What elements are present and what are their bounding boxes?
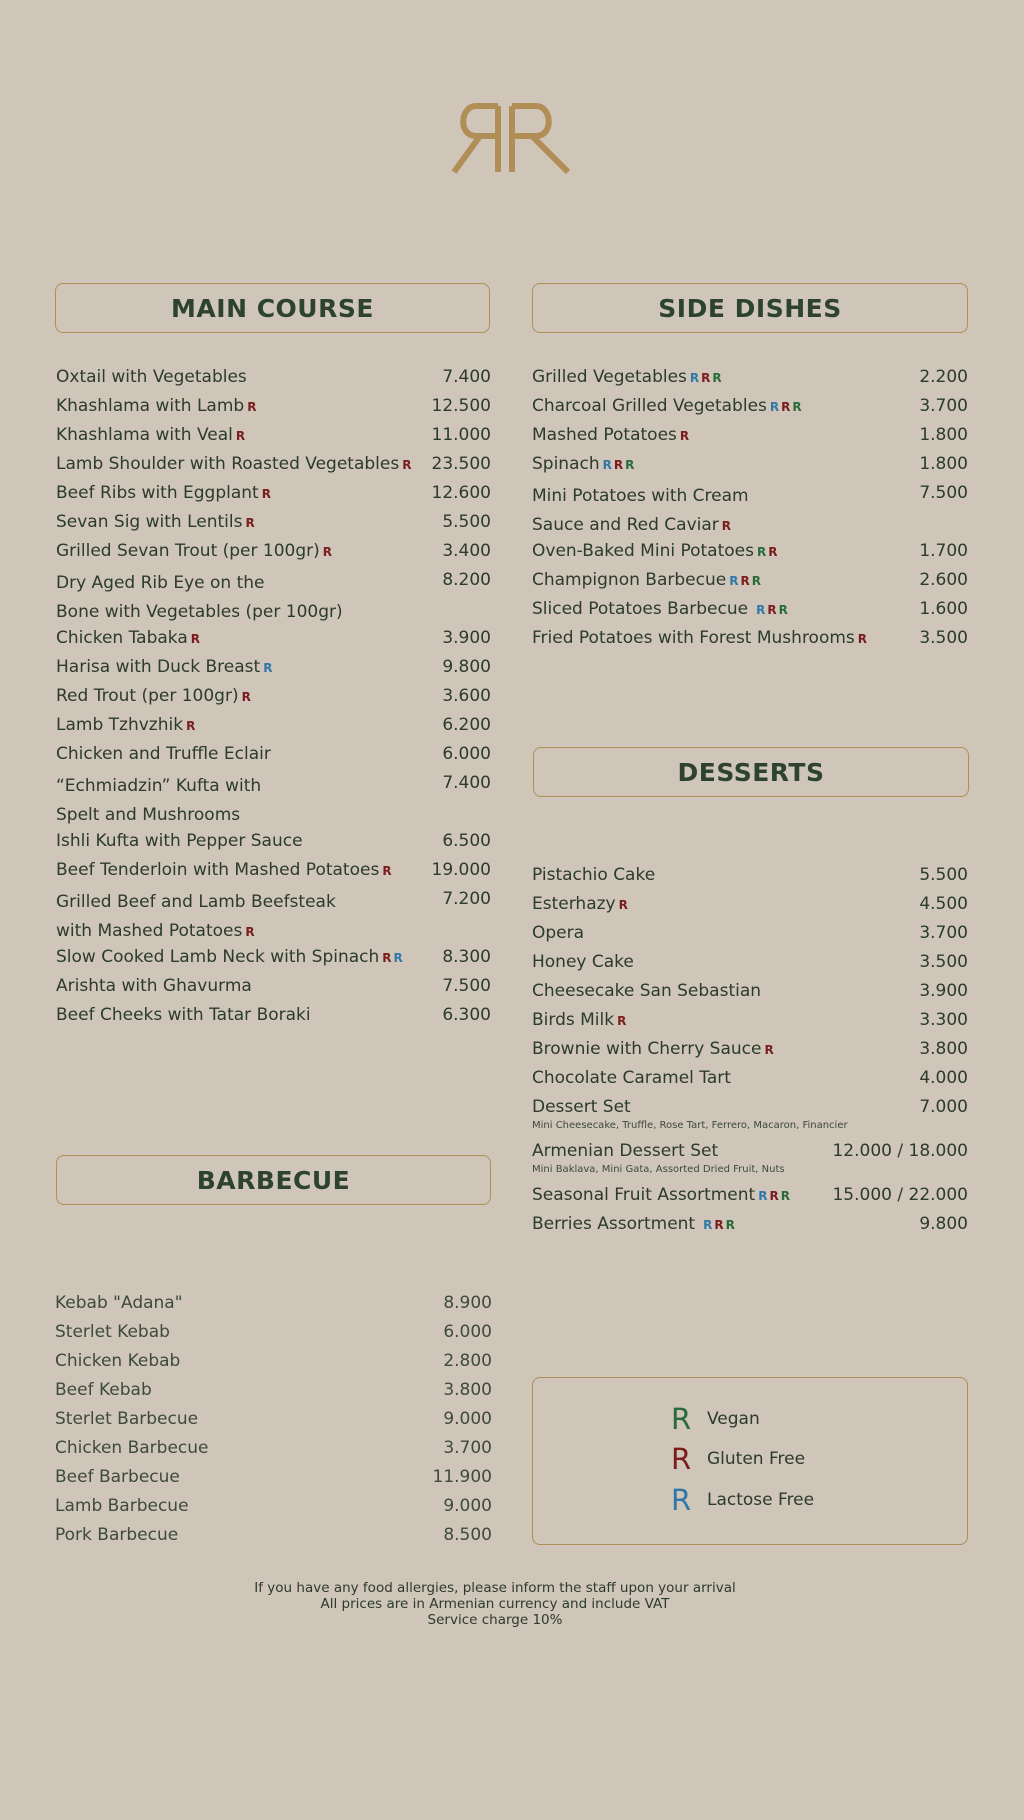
item-description: Mini Cheesecake, Truffle, Rose Tart, Ferrero, Macaron, Financier	[532, 1120, 848, 1131]
desserts-list	[532, 864, 968, 1242]
gluten-free-marker: R	[382, 864, 392, 878]
service-charge-note: Service charge 10%	[427, 1612, 563, 1628]
side-dishes-title: SIDE DISHES	[658, 293, 842, 323]
list-item: Fried Potatoes with Forest Mushrooms R 3.500	[532, 628, 968, 648]
list-item: Sevan Sig with Lentils R 5.500	[56, 512, 491, 532]
list-item: Seasonal Fruit Assortment R R R 15.000 / 22.000	[532, 1185, 968, 1205]
list-item: Chicken Barbecue 3.700	[55, 1438, 492, 1458]
dietary-legend	[532, 1377, 968, 1545]
list-item: Birds Milk R 3.300	[532, 1010, 968, 1030]
gluten-free-marker: R	[235, 429, 246, 443]
allergy-note: If you have any food allergies, please inform the staff upon your arrival	[254, 1580, 736, 1596]
legend-label: Lactose Free	[707, 1490, 815, 1510]
list-item: Charcoal Grilled Vegetables R R R 3.700	[532, 396, 968, 416]
main-course-header	[55, 283, 490, 333]
list-item: Armenian Dessert Set Mini Baklava, Mini Gata, Assorted Dried Fruit, Nuts 12.000 / 18.000	[532, 1141, 968, 1175]
currency-note: All prices are in Armenian currency and include VAT	[320, 1596, 670, 1612]
list-item: Grilled Beef and Lamb Beefsteak with Mashed Potatoes R 7.200	[56, 889, 491, 941]
list-item: Brownie with Cherry Sauce R 3.800	[532, 1039, 968, 1059]
list-item: Oven-Baked Mini Potatoes R R 1.700	[532, 541, 968, 561]
desserts-section	[533, 747, 969, 797]
list-item: Kebab "Adana" 8.900	[55, 1293, 492, 1313]
list-item: “Echmiadzin” Kufta with Spelt and Mushrooms 7.400	[56, 773, 491, 825]
list-item: Pork Barbecue 8.500	[55, 1525, 492, 1545]
list-item: Esterhazy R 4.500	[532, 894, 968, 914]
gluten-free-marker: R	[186, 719, 196, 733]
lactose-free-marker: R	[263, 661, 273, 675]
desserts-header	[533, 747, 969, 797]
list-item: Chicken and Truffle Eclair 6.000	[56, 744, 491, 764]
footer-notes	[0, 1580, 990, 1628]
gluten-free-marker: R	[261, 487, 271, 501]
list-item: Ishli Kufta with Pepper Sauce 6.500	[56, 831, 491, 851]
barbecue-section	[56, 1155, 491, 1205]
list-item: Honey Cake 3.500	[532, 952, 968, 972]
list-item: Slow Cooked Lamb Neck with Spinach R R 8.300	[56, 947, 491, 967]
list-item: Red Trout (per 100gr) R 3.600	[56, 686, 491, 706]
list-item: Oxtail with Vegetables 7.400	[56, 367, 491, 387]
side-dishes-section	[532, 283, 968, 333]
list-item: Khashlama with Veal R 11.000	[56, 425, 491, 445]
lactose-free-marker: R	[671, 1483, 692, 1517]
gluten-free-marker: R	[241, 690, 251, 704]
list-item: Mini Potatoes with Cream Sauce and Red Caviar R 7.500	[532, 483, 968, 535]
lactose-free-marker: R	[393, 951, 403, 965]
side-dishes-list	[532, 366, 968, 656]
legend-label: Vegan	[707, 1409, 760, 1429]
gluten-free-marker: R	[402, 458, 412, 472]
list-item: Berries Assortment R R R 9.800	[532, 1214, 968, 1234]
list-item: Sterlet Kebab 6.000	[55, 1322, 492, 1342]
gluten-free-marker: R	[382, 951, 392, 965]
list-item: Champignon Barbecue R R R 2.600	[532, 570, 968, 590]
list-item: Beef Kebab 3.800	[55, 1380, 492, 1400]
list-item: Lamb Shoulder with Roasted Vegetables R 23.500	[56, 454, 491, 474]
legend-gluten-free	[671, 1444, 805, 1474]
restaurant-logo	[440, 96, 586, 184]
main-course-title: MAIN COURSE	[171, 293, 374, 323]
list-item: Beef Tenderloin with Mashed Potatoes R 19.000	[56, 860, 491, 880]
legend-vegan	[671, 1404, 760, 1434]
list-item: Arishta with Ghavurma 7.500	[56, 976, 491, 996]
gluten-free-marker: R	[190, 632, 200, 646]
main-course-section	[55, 283, 490, 333]
legend-label: Gluten Free	[707, 1449, 806, 1469]
item-description: Mini Baklava, Mini Gata, Assorted Dried Fruit, Nuts	[532, 1164, 785, 1175]
list-item: Beef Cheeks with Tatar Boraki 6.300	[56, 1005, 491, 1025]
list-item: Harisa with Duck Breast R 9.800	[56, 657, 491, 677]
list-item: Chocolate Caramel Tart 4.000	[532, 1068, 968, 1088]
list-item: Lamb Tzhvzhik R 6.200	[56, 715, 491, 735]
list-item: Chicken Tabaka R 3.900	[56, 628, 491, 648]
side-dishes-header	[532, 283, 968, 333]
list-item: Grilled Vegetables R R R 2.200	[532, 367, 968, 387]
list-item: Sterlet Barbecue 9.000	[55, 1409, 492, 1429]
list-item: Lamb Barbecue 9.000	[55, 1496, 492, 1516]
list-item: Sliced Potatoes Barbecue R R R 1.600	[532, 599, 968, 619]
gluten-free-marker: R	[247, 400, 257, 414]
legend-lactose-free	[671, 1485, 814, 1515]
gluten-free-marker: R	[671, 1442, 692, 1476]
gluten-free-marker: R	[322, 545, 333, 559]
vegan-marker: R	[671, 1402, 692, 1436]
list-item: Beef Ribs with Eggplant R 12.600	[56, 483, 491, 503]
main-course-list	[56, 366, 491, 1033]
list-item: Beef Barbecue 11.900	[55, 1467, 492, 1487]
list-item: Khashlama with Lamb R 12.500	[56, 396, 491, 416]
barbecue-list	[55, 1292, 492, 1553]
barbecue-title: BARBECUE	[196, 1165, 351, 1195]
desserts-title: DESSERTS	[677, 757, 825, 787]
list-item: Spinach R R R 1.800	[532, 454, 968, 474]
barbecue-header	[56, 1155, 491, 1205]
gluten-free-marker: R	[245, 516, 255, 530]
list-item: Opera 3.700	[532, 923, 968, 943]
list-item: Pistachio Cake 5.500	[532, 865, 968, 885]
list-item: Chicken Kebab 2.800	[55, 1351, 492, 1371]
list-item: Cheesecake San Sebastian 3.900	[532, 981, 968, 1001]
list-item: Grilled Sevan Trout (per 100gr) R 3.400	[56, 541, 491, 561]
gluten-free-marker: R	[245, 925, 255, 939]
list-item: Mashed Potatoes R 1.800	[532, 425, 968, 445]
list-item: Dessert Set Mini Cheesecake, Truffle, Rose Tart, Ferrero, Macaron, Financier 7.000	[532, 1097, 968, 1131]
list-item: Dry Aged Rib Eye on the Bone with Vegetables (per 100gr) 8.200	[56, 570, 491, 622]
